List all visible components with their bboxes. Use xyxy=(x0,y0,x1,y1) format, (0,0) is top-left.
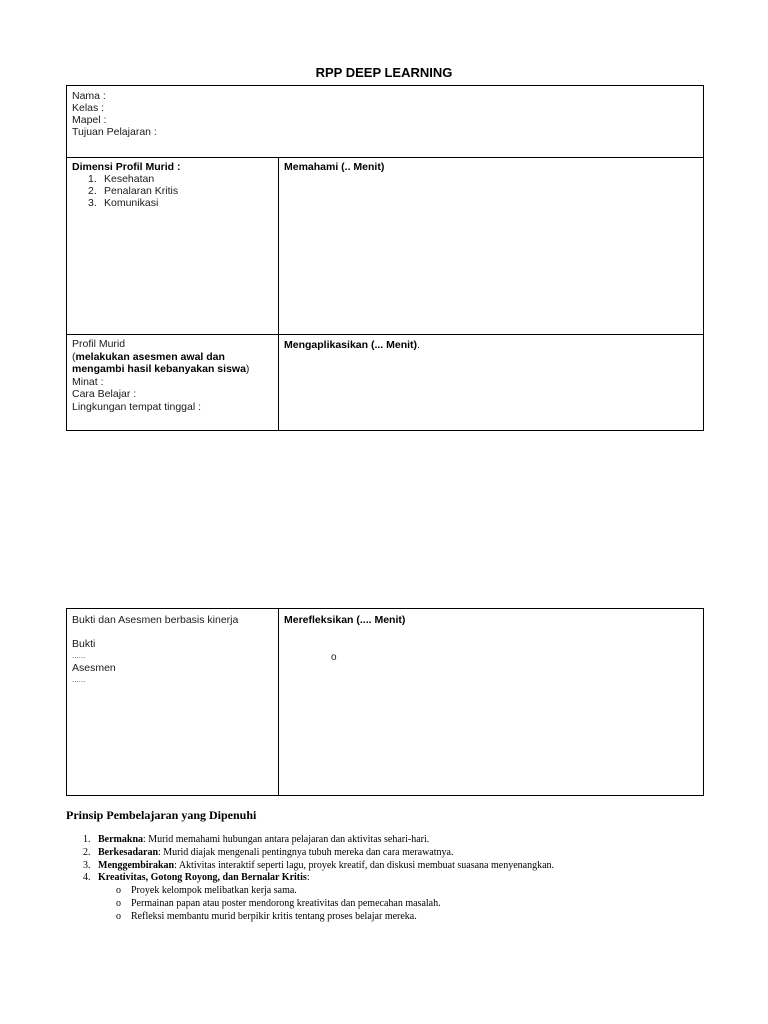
bukti-label: Bukti xyxy=(72,638,96,650)
principle-sub-item xyxy=(66,911,706,924)
minat-field: Minat : xyxy=(72,375,104,388)
principle-term: Kreativitas, Gotong Royong, dan Bernalar Kritis xyxy=(98,872,307,884)
nama-field: Nama : xyxy=(72,90,106,102)
principle-term: Berkesadaran xyxy=(98,846,158,858)
close-paren: ) xyxy=(245,363,250,375)
dimensi-profil-cell xyxy=(66,157,279,335)
dimensi-item-label: Komunikasi xyxy=(104,197,159,209)
identity-cell xyxy=(66,85,704,158)
list-number: 3. xyxy=(88,197,97,209)
dimensi-heading: Dimensi Profil Murid : xyxy=(72,161,181,173)
principles-heading: Prinsip Pembelajaran yang Dipenuhi xyxy=(66,808,257,822)
principle-sub-item xyxy=(66,885,706,898)
sub-item-text: Proyek kelompok melibatkan kerja sama. xyxy=(131,885,297,897)
principle-item xyxy=(66,860,706,873)
bullet-marker: o xyxy=(116,897,121,909)
list-number: 3. xyxy=(83,859,91,871)
sub-item-text: Permainan papan atau poster mendorong kreativitas dan pemecahan masalah. xyxy=(131,897,441,909)
profil-note-line xyxy=(72,363,273,376)
mengaplikasikan-cell xyxy=(278,334,704,431)
dimensi-item-label: Penalaran Kritis xyxy=(104,185,179,197)
open-paren: ( xyxy=(72,350,76,363)
mapel-field: Mapel : xyxy=(72,114,107,126)
bukti-placeholder: ...... xyxy=(72,651,86,660)
asesmen-placeholder: ...... xyxy=(72,675,86,684)
principle-description: : Murid memahami hubungan antara pelajaran dan aktivitas sehari-hari. xyxy=(143,834,430,845)
profil-murid-cell xyxy=(66,334,279,431)
profil-note-bold: mengambi hasil kebanyakan siswa xyxy=(72,363,246,375)
profil-note-line xyxy=(72,351,273,364)
dimensi-item-label: Kesehatan xyxy=(104,173,155,185)
list-number: 1. xyxy=(83,834,91,845)
bukti-asesmen-heading: Bukti dan Asesmen berbasis kinerja xyxy=(72,614,239,626)
cara-belajar-field: Cara Belajar : xyxy=(72,388,137,400)
list-number: 1. xyxy=(88,173,97,185)
memahami-heading: Memahami (.. Menit) xyxy=(284,161,385,173)
mengaplikasikan-suffix: . xyxy=(417,339,420,351)
principle-item xyxy=(66,847,706,860)
tujuan-pelajaran-field: Tujuan Pelajaran : xyxy=(72,126,157,138)
dimensi-item xyxy=(72,197,273,209)
document-title: RPP DEEP LEARNING xyxy=(315,65,453,80)
principles-list xyxy=(66,834,706,924)
principle-item xyxy=(66,872,706,885)
principle-sub-item xyxy=(66,898,706,911)
dimensi-item xyxy=(72,185,273,197)
mengaplikasikan-heading: Mengaplikasikan (... Menit) xyxy=(284,339,418,351)
dimensi-item xyxy=(72,173,273,185)
memahami-cell xyxy=(278,157,704,335)
merefleksikan-heading: Merefleksikan (.... Menit) xyxy=(284,614,406,626)
principle-term: Bermakna xyxy=(98,834,143,845)
asesmen-label: Asesmen xyxy=(72,662,116,674)
bullet-marker: o xyxy=(116,910,121,922)
principle-description: : Aktivitas interaktif seperti lagu, proyek kreatif, dan diskusi membuat suasana menyenangkan. xyxy=(174,859,555,871)
mengaplikasikan-line xyxy=(284,339,698,351)
bullet-marker: o xyxy=(116,885,121,897)
kelas-field: Kelas : xyxy=(72,102,105,114)
profil-note-bold: melakukan asesmen awal dan xyxy=(75,350,225,363)
profil-heading: Profil Murid xyxy=(72,338,126,350)
principle-item xyxy=(66,834,706,847)
sub-item-text: Refleksi membantu murid berpikir kritis tentang proses belajar mereka. xyxy=(131,910,417,922)
merefleksikan-cell xyxy=(278,608,704,796)
list-number: 2. xyxy=(88,185,97,197)
lingkungan-field: Lingkungan tempat tinggal : xyxy=(72,400,202,413)
list-number: 2. xyxy=(83,846,91,858)
principle-description: : xyxy=(306,872,310,884)
bukti-asesmen-cell xyxy=(66,608,279,796)
bullet-marker: o xyxy=(331,652,337,663)
list-number: 4. xyxy=(83,872,91,884)
principle-term: Menggembirakan xyxy=(98,859,175,871)
principle-description: : Murid diajak mengenali pentingnya tubuh mereka dan cara merawatnya. xyxy=(158,846,454,858)
